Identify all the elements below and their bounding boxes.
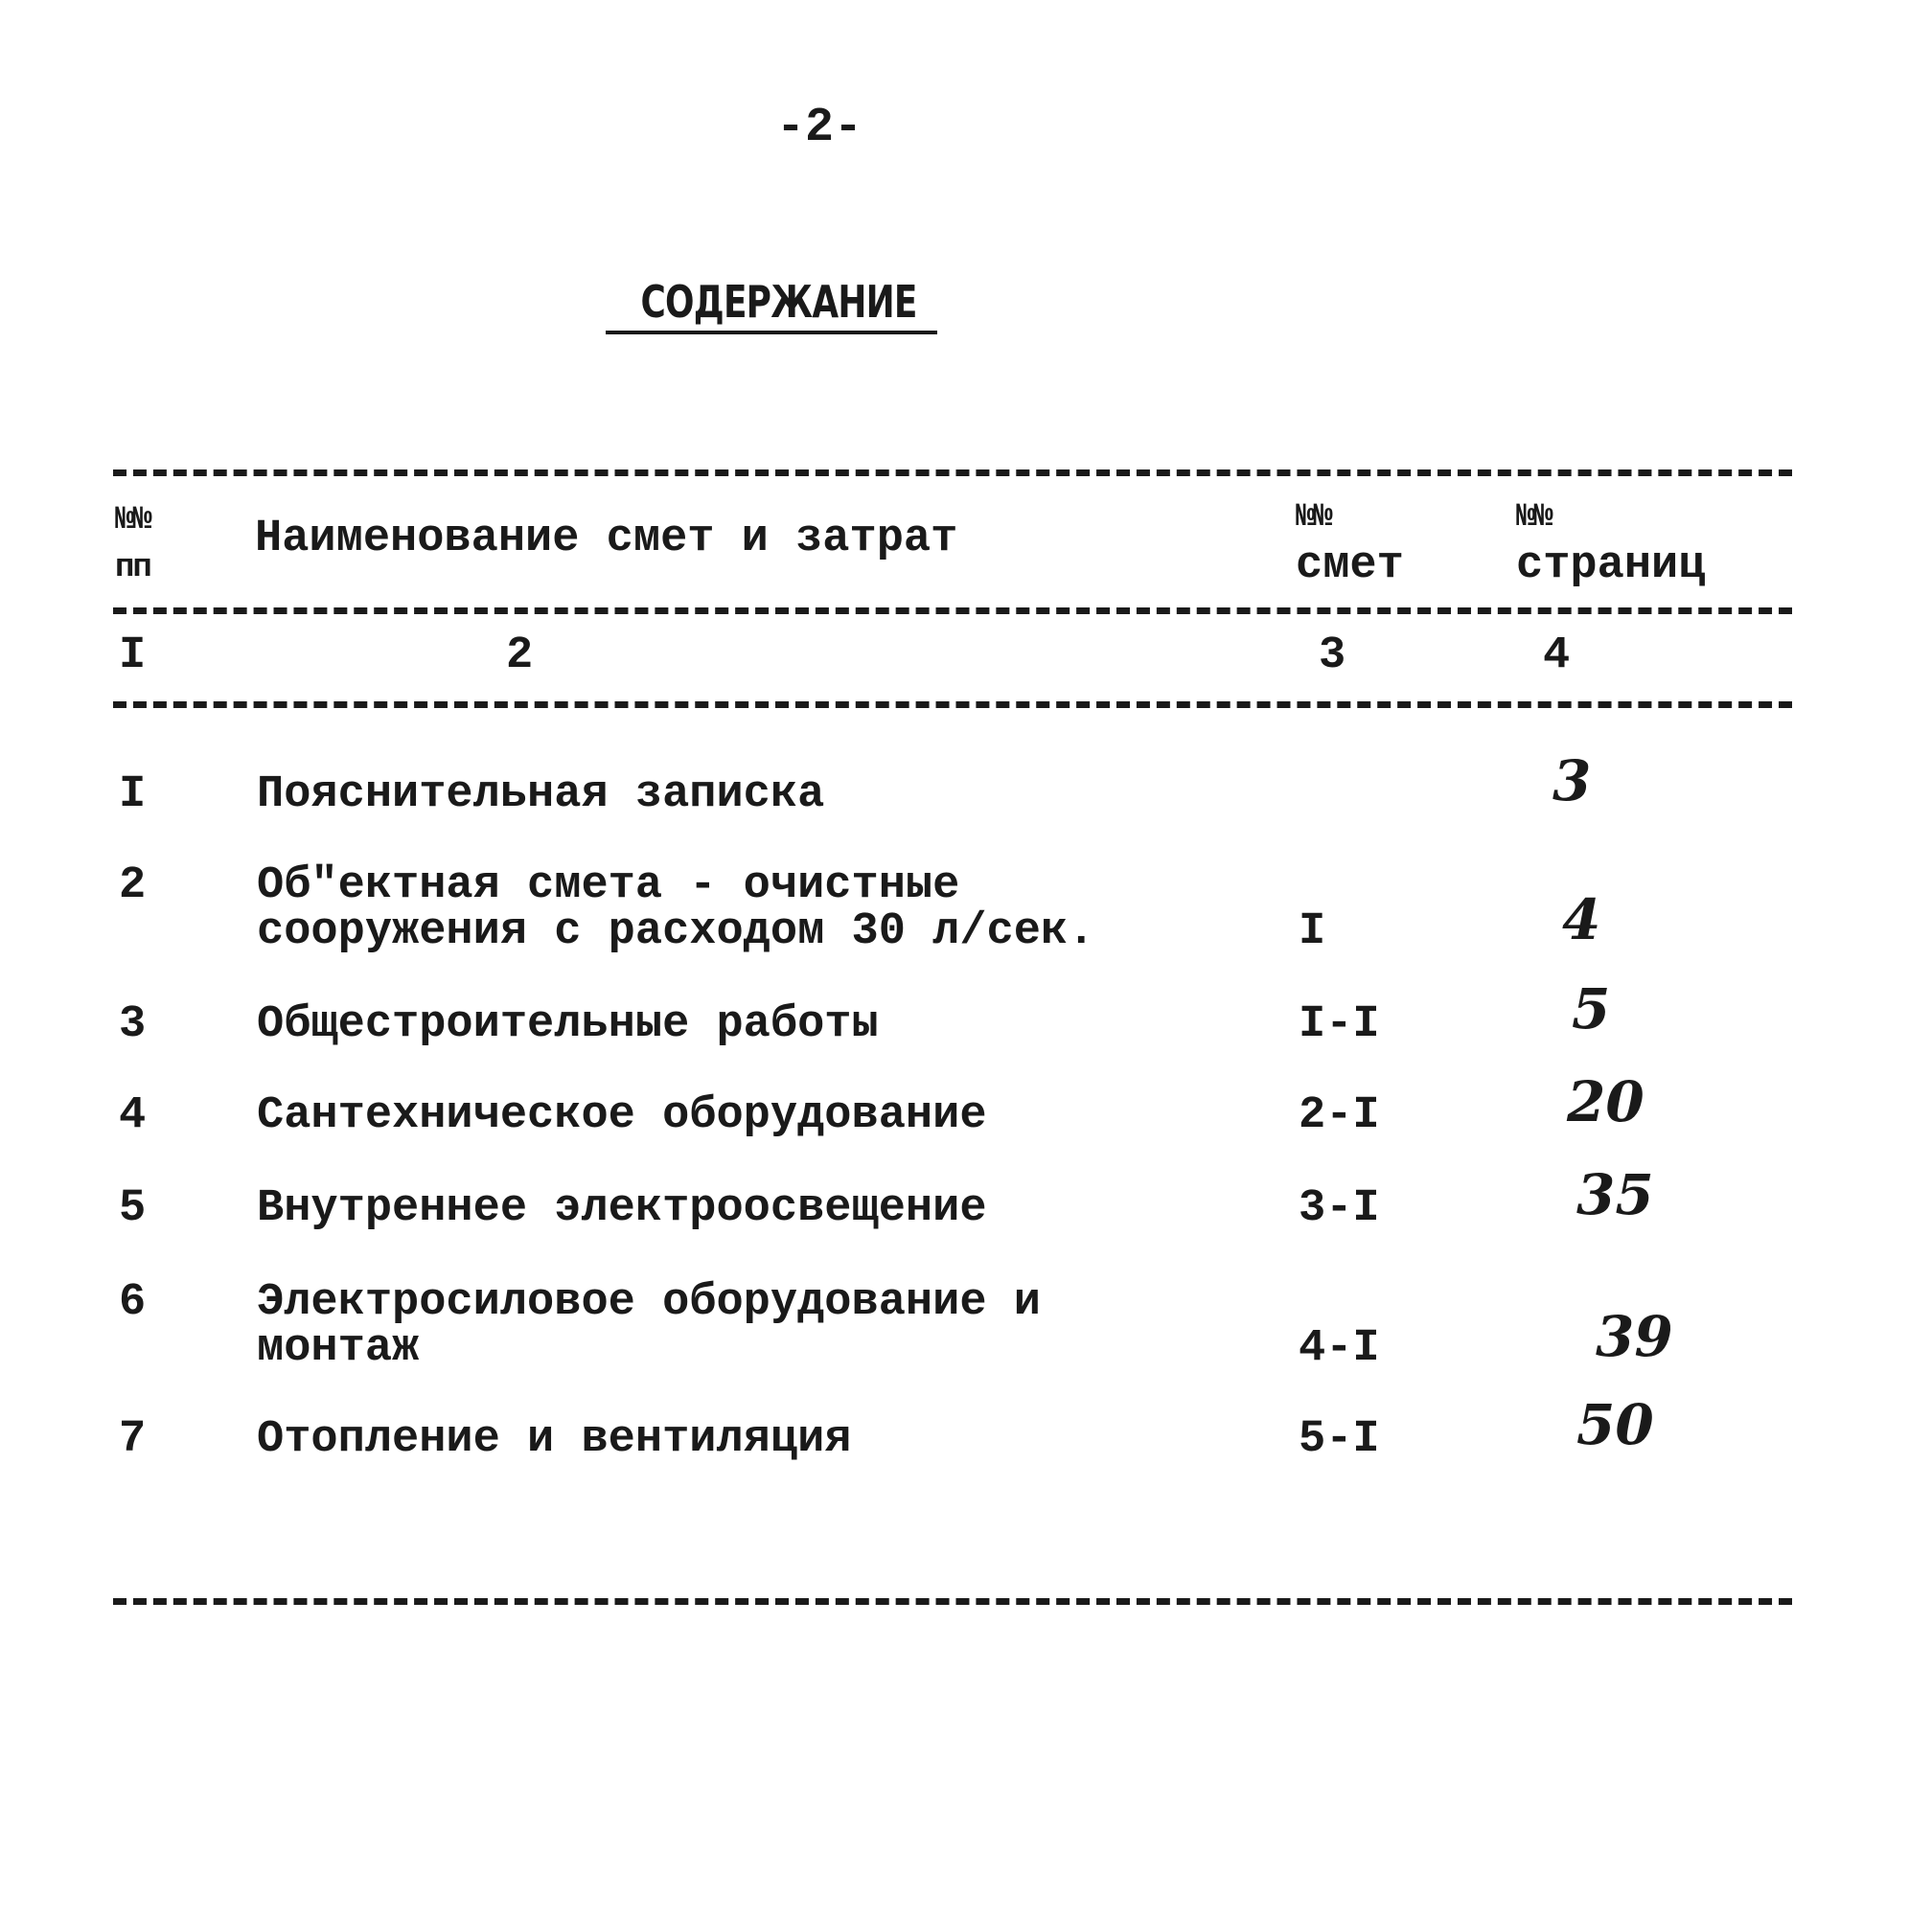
row-page: 5 bbox=[1572, 976, 1611, 1041]
row-page: 4 bbox=[1562, 887, 1601, 952]
row-number: 3 bbox=[119, 999, 147, 1050]
header-col3-line2: смет bbox=[1296, 540, 1404, 591]
column-number-3: 3 bbox=[1319, 630, 1346, 681]
row-name-line2: сооружения с расходом 30 л/сек. bbox=[257, 906, 1095, 957]
row-number: 6 bbox=[119, 1277, 147, 1328]
row-smeta: 2-I bbox=[1299, 1090, 1380, 1141]
header-col3-line1: №№ bbox=[1296, 499, 1331, 536]
row-page: 3 bbox=[1552, 748, 1592, 813]
row-name-line2: монтаж bbox=[257, 1323, 420, 1374]
row-number: 4 bbox=[119, 1090, 147, 1141]
row-name: Отопление и вентиляция bbox=[257, 1414, 852, 1465]
column-number-1: I bbox=[119, 630, 147, 681]
header-col4-line1: №№ bbox=[1516, 499, 1552, 536]
row-page: 20 bbox=[1567, 1069, 1644, 1134]
column-numbers-rule bbox=[113, 701, 1792, 708]
row-name-line1: Электросиловое оборудование и bbox=[257, 1277, 1041, 1328]
header-col4-line2: страниц bbox=[1516, 540, 1706, 591]
column-number-4: 4 bbox=[1543, 630, 1571, 681]
header-col2: Наименование смет и затрат bbox=[255, 514, 958, 564]
row-name: Пояснительная записка bbox=[257, 769, 825, 820]
row-smeta: 5-I bbox=[1299, 1414, 1380, 1465]
row-smeta: 3-I bbox=[1299, 1183, 1380, 1234]
header-col1-line2: пп bbox=[115, 550, 150, 586]
row-number: I bbox=[119, 769, 147, 820]
table-top-rule bbox=[113, 469, 1792, 476]
row-smeta: I-I bbox=[1299, 999, 1380, 1050]
header-bottom-rule bbox=[113, 607, 1792, 614]
header-col1-line1: №№ bbox=[115, 502, 150, 538]
document-title: СОДЕРЖАНИЕ bbox=[640, 276, 917, 328]
table-bottom-rule bbox=[113, 1598, 1792, 1605]
row-number: 2 bbox=[119, 860, 147, 911]
row-page: 39 bbox=[1596, 1304, 1673, 1369]
row-smeta: 4-I bbox=[1299, 1323, 1380, 1374]
row-name: Общестроительные работы bbox=[257, 999, 879, 1050]
row-page: 35 bbox=[1576, 1162, 1654, 1227]
row-name-line1: Об"ектная смета - очистные bbox=[257, 860, 960, 911]
row-page: 50 bbox=[1576, 1392, 1654, 1457]
page-number: -2- bbox=[775, 101, 862, 155]
row-name: Внутреннее электроосвещение bbox=[257, 1183, 987, 1234]
row-number: 5 bbox=[119, 1183, 147, 1234]
row-smeta: I bbox=[1299, 906, 1326, 957]
title-underline bbox=[606, 331, 937, 334]
column-number-2: 2 bbox=[506, 630, 534, 681]
row-name: Сантехническое оборудование bbox=[257, 1090, 987, 1141]
row-number: 7 bbox=[119, 1414, 147, 1465]
